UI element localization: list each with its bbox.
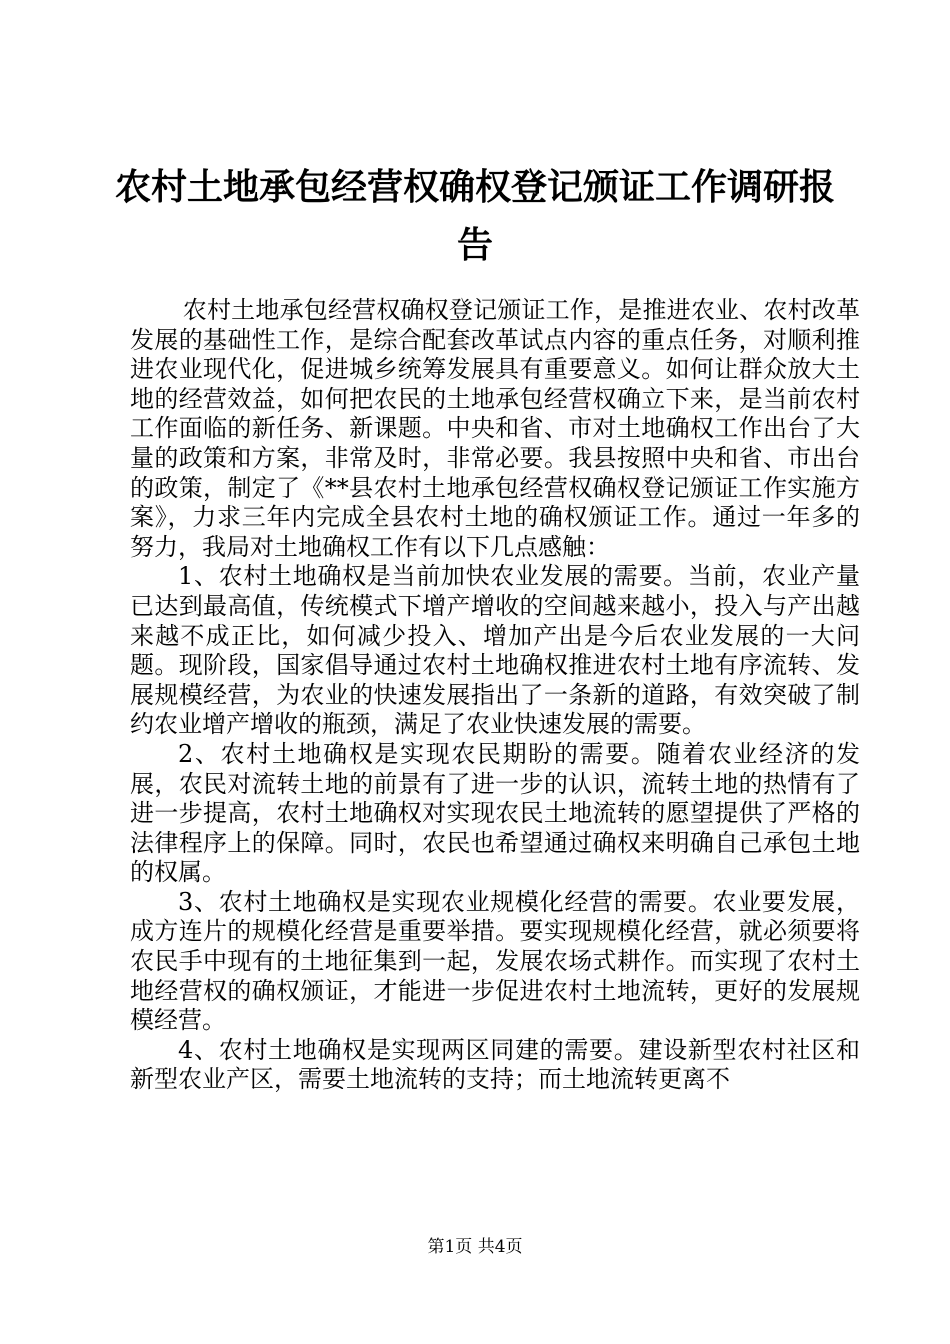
paragraph-point-2: 2、农村土地确权是实现农民期盼的需要。随着农业经济的发展，农民对流转土地的前景有了进一步的认识，流转土地的热情有了进一步提高，农村土地确权对实现农民土地流转的愿望提供了严格的法律程序上的保障。同时，农民也希望通过确权来明确自己承包土地的权属。 xyxy=(130,739,860,887)
document-title: 农村土地承包经营权确权登记颁证工作调研报告 xyxy=(114,166,835,266)
paragraph-point-4: 4、农村土地确权是实现两区同建的需要。建设新型农村社区和新型农业产区，需要土地流转的支持；而土地流转更离不 xyxy=(130,1035,860,1094)
document-body xyxy=(130,296,860,1095)
paragraph-point-3: 3、农村土地确权是实现农业规模化经营的需要。农业要发展，成方连片的规模化经营是重要举措。要实现规模化经营，就必须要将农民手中现有的土地征集到一起，发展农场式耕作。而实现了农村土地经营权的确权颁证，才能进一步促进农村土地流转，更好的发展规模经营。 xyxy=(130,887,860,1035)
paragraph-intro: 农村土地承包经营权确权登记颁证工作，是推进农业、农村改革发展的基础性工作，是综合配套改革试点内容的重点任务，对顺利推进农业现代化，促进城乡统筹发展具有重要意义。如何让群众放大土地的经营效益，如何把农民的土地承包经营权确立下来，是当前农村工作面临的新任务、新课题。中央和省、市对土地确权工作出台了大量的政策和方案，非常及时，非常必要。我县按照中央和省、市出台的政策，制定了《**县农村土地承包经营权确权登记颁证工作实施方案》，力求三年内完成全县农村土地的确权颁证工作。通过一年多的努力，我局对土地确权工作有以下几点感触： xyxy=(130,296,860,561)
paragraph-point-1: 1、农村土地确权是当前加快农业发展的需要。当前，农业产量已达到最高值，传统模式下增产增收的空间越来越小，投入与产出越来越不成正比，如何减少投入、增加产出是今后农业发展的一大问题。现阶段，国家倡导通过农村土地确权推进农村土地有序流转、发展规模经营，为农业的快速发展指出了一条新的道路，有效突破了制约农业增产增收的瓶颈，满足了农业快速发展的需要。 xyxy=(130,562,860,739)
page-number-footer: 第1页 共4页 xyxy=(427,1237,523,1257)
